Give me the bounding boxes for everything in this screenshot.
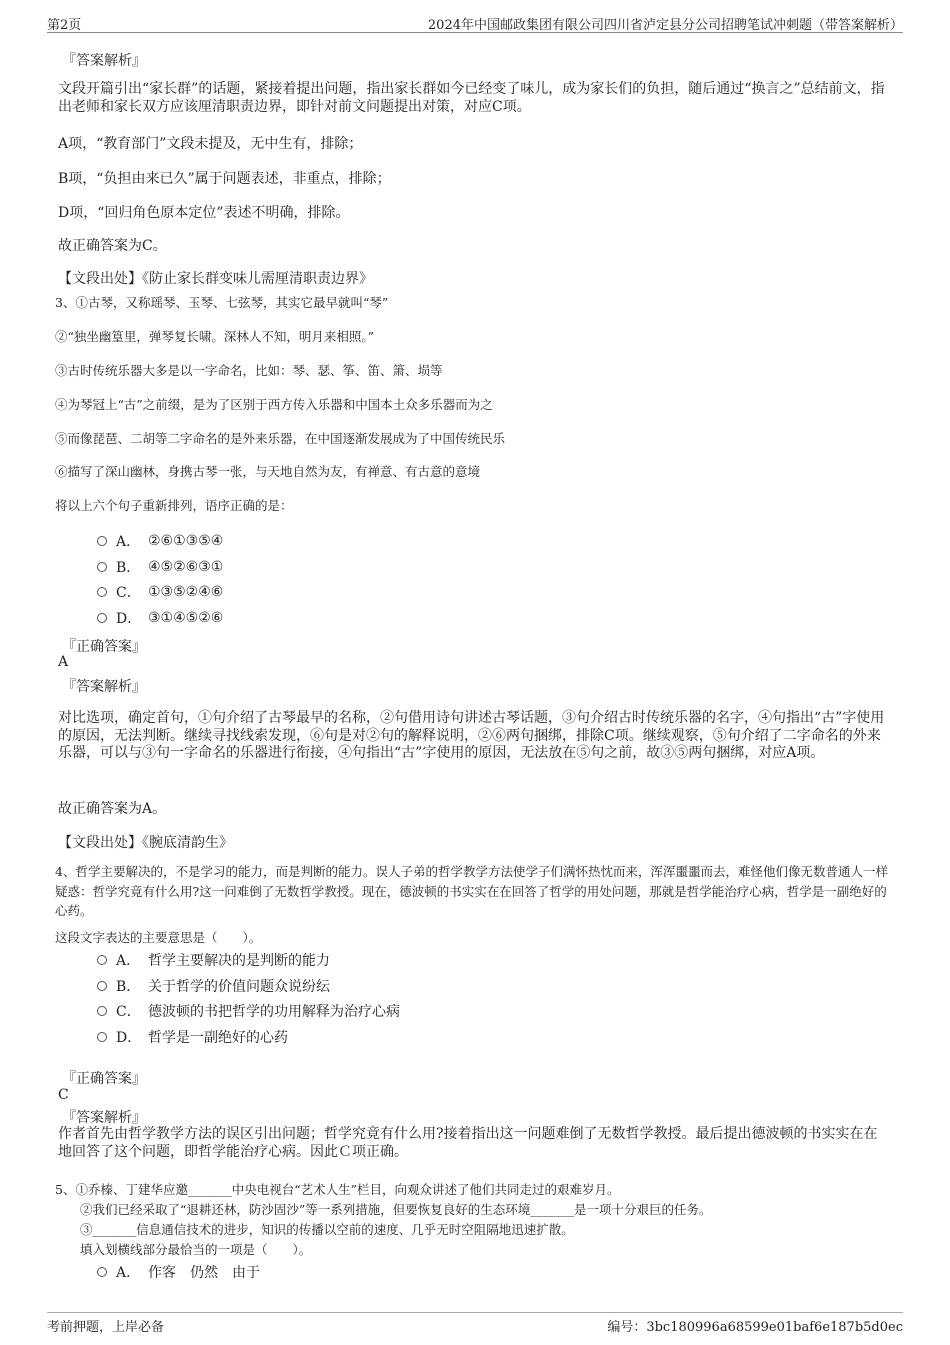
page-footer	[47, 1312, 903, 1335]
q5-question: 填入划横线部分最恰当的一项是（ ）。	[80, 1242, 312, 1257]
document-code: 编号：3bc180996a68599e01baf6e187b5d0ec	[607, 1320, 903, 1335]
option-key: A．	[116, 1265, 141, 1281]
option-key: B．	[116, 560, 141, 576]
q3-option-b[interactable]	[97, 557, 223, 577]
radio-icon[interactable]	[97, 981, 107, 991]
option-key: B．	[116, 979, 141, 995]
q3-answer-label: 『正确答案』	[62, 639, 146, 655]
option-text: ④⑤②⑥③①	[148, 559, 224, 575]
q3-sentence-2: ②“独坐幽篁里，弹琴复长啸。深林人不知，明月来相照。”	[55, 329, 375, 344]
q3-sentence-4: ④为琴冠上“古”之前缀，是为了区别于西方传入乐器和中国本土众多乐器而为之	[55, 397, 493, 412]
q2-conclusion: 故正确答案为C。	[58, 238, 167, 254]
option-text: 哲学是一副绝好的心药	[148, 1030, 288, 1046]
option-text: 哲学主要解决的是判断的能力	[148, 953, 330, 969]
q5-sentence-2: ②我们已经采取了“退耕还林，防沙固沙”等一系列措施，但要恢复良好的生态环境_______是一项十分艰巨的任务。	[80, 1202, 712, 1217]
option-text: ①③⑤②④⑥	[148, 584, 224, 600]
q4-stem: 4、哲学主要解决的，不是学习的能力，而是判断的能力。误人子弟的哲学教学方法使学子们满怀热忱而来，浑浑噩噩而去，难怪他们像无数普通人一样疑惑：哲学究竟有什么用?这一问难倒了无数哲学教授。现在，德波顿的书实实在在回答了哲学的用处问题，那就是哲学能治疗心病，哲学是一副绝好的心药。	[55, 864, 888, 918]
q3-analysis-paragraph: 对比选项，确定首句，①句介绍了古琴最早的名称，②句借用诗句讲述古琴话题，③句介绍古时传统乐器的名字，④句指出“古”字使用的原因，无法判断。继续寻找线索发现，⑥句是对②句的解释说明，②⑥两句捆绑，排除C项。继续观察，⑤句介绍了二字命名的外来乐器，可以与③句一字命名的乐器进行衔接，④句指出“古”字使用的原因，无法放在⑤句之前，故③⑤两句捆绑，对应A项。	[58, 710, 885, 761]
radio-icon[interactable]	[97, 536, 107, 546]
option-text: 作客 仍然 由于	[148, 1265, 260, 1281]
option-text: 德波顿的书把哲学的功用解释为治疗心病	[148, 1004, 400, 1020]
radio-icon[interactable]	[97, 1032, 107, 1042]
option-key: D．	[116, 611, 142, 627]
radio-icon[interactable]	[97, 613, 107, 623]
option-key: A．	[116, 953, 141, 969]
q3-option-d[interactable]	[97, 608, 223, 628]
radio-icon[interactable]	[97, 1006, 107, 1016]
q4-option-b[interactable]	[97, 976, 330, 996]
q3-analysis-label: 『答案解析』	[62, 679, 146, 695]
q2-source: 【文段出处】《防止家长群变味儿需厘清职责边界》	[58, 271, 373, 287]
document-title: 2024年中国邮政集团有限公司四川省泸定县分公司招聘笔试冲刺题（带答案解析）	[427, 18, 903, 33]
q2-analysis-b: B项，“负担由来已久”属于问题表述，非重点，排除；	[58, 171, 391, 187]
radio-icon[interactable]	[97, 955, 107, 965]
q4-answer: C	[58, 1087, 69, 1103]
option-key: C．	[116, 585, 141, 601]
page-number: 第2页	[47, 18, 82, 33]
option-key: A．	[116, 534, 141, 550]
q4-answer-label: 『正确答案』	[62, 1071, 146, 1087]
q4-option-c[interactable]	[97, 1001, 400, 1021]
q2-analysis-a: A项，“教育部门”文段未提及，无中生有，排除；	[58, 136, 363, 152]
q5-option-a[interactable]	[97, 1262, 260, 1282]
q3-conclusion: 故正确答案为A。	[58, 801, 167, 817]
option-text: ③①④⑤②⑥	[148, 610, 224, 626]
option-key: C．	[116, 1004, 141, 1020]
page-header	[47, 12, 903, 33]
q3-sentence-6: ⑥描写了深山幽林，身携古琴一张，与天地自然为友，有禅意、有古意的意境	[55, 464, 481, 479]
q4-question: 这段文字表达的主要意思是（ ）。	[55, 930, 262, 945]
q3-option-a[interactable]	[97, 531, 223, 551]
option-text: 关于哲学的价值问题众说纷纭	[148, 979, 330, 995]
q4-option-a[interactable]	[97, 950, 330, 970]
q4-analysis-label: 『答案解析』	[62, 1110, 146, 1126]
q2-analysis-paragraph: 文段开篇引出“家长群”的话题，紧接着提出问题，指出家长群如今已经变了味儿，成为家长们的负担，随后通过“换言之”总结前文，指出老师和家长双方应该厘清职责边界，即针对前文问题提出对策，对应C项。	[58, 81, 885, 115]
q3-sentence-3: ③古时传统乐器大多是以一字命名，比如：琴、瑟、筝、笛、箫、埙等	[55, 363, 443, 378]
q2-analysis-d: D项，“回归角色原本定位”表述不明确，排除。	[58, 205, 350, 221]
q3-answer: A	[58, 654, 69, 670]
q3-stem: 3、①古琴，又称瑶琴、玉琴、七弦琴，其实它最早就叫“琴”	[55, 295, 389, 310]
q4-analysis-paragraph: 作者首先由哲学教学方法的误区引出问题；哲学究竟有什么用?接着指出这一问题难倒了无数哲学教授。最后提出德波顿的书实实在在地回答了这个问题，即哲学能治疗心病。因此Ｃ项正确。	[58, 1126, 878, 1160]
option-text: ②⑥①③⑤④	[148, 533, 224, 549]
footer-slogan: 考前押题，上岸必备	[47, 1320, 165, 1335]
radio-icon[interactable]	[97, 562, 107, 572]
q3-source: 【文段出处】《腕底清韵生》	[58, 835, 233, 851]
q3-sentence-5: ⑤而像琵琶、二胡等二字命名的是外来乐器，在中国逐渐发展成为了中国传统民乐	[55, 431, 506, 446]
q2-analysis-label: 『答案解析』	[62, 53, 146, 69]
q3-question: 将以上六个句子重新排列，语序正确的是：	[55, 498, 293, 513]
q3-option-c[interactable]	[97, 582, 223, 602]
option-key: D．	[116, 1030, 142, 1046]
q5-sentence-1: 5、①乔榛、丁建华应邀_______中央电视台“艺术人生”栏目，向观众讲述了他们共同走过的艰难岁月。	[55, 1182, 620, 1197]
radio-icon[interactable]	[97, 587, 107, 597]
q4-option-d[interactable]	[97, 1027, 288, 1047]
q5-sentence-3: ③_______信息通信技术的进步，知识的传播以空前的速度、几乎无时空阻隔地迅速扩散。	[80, 1222, 574, 1237]
radio-icon[interactable]	[97, 1267, 107, 1277]
